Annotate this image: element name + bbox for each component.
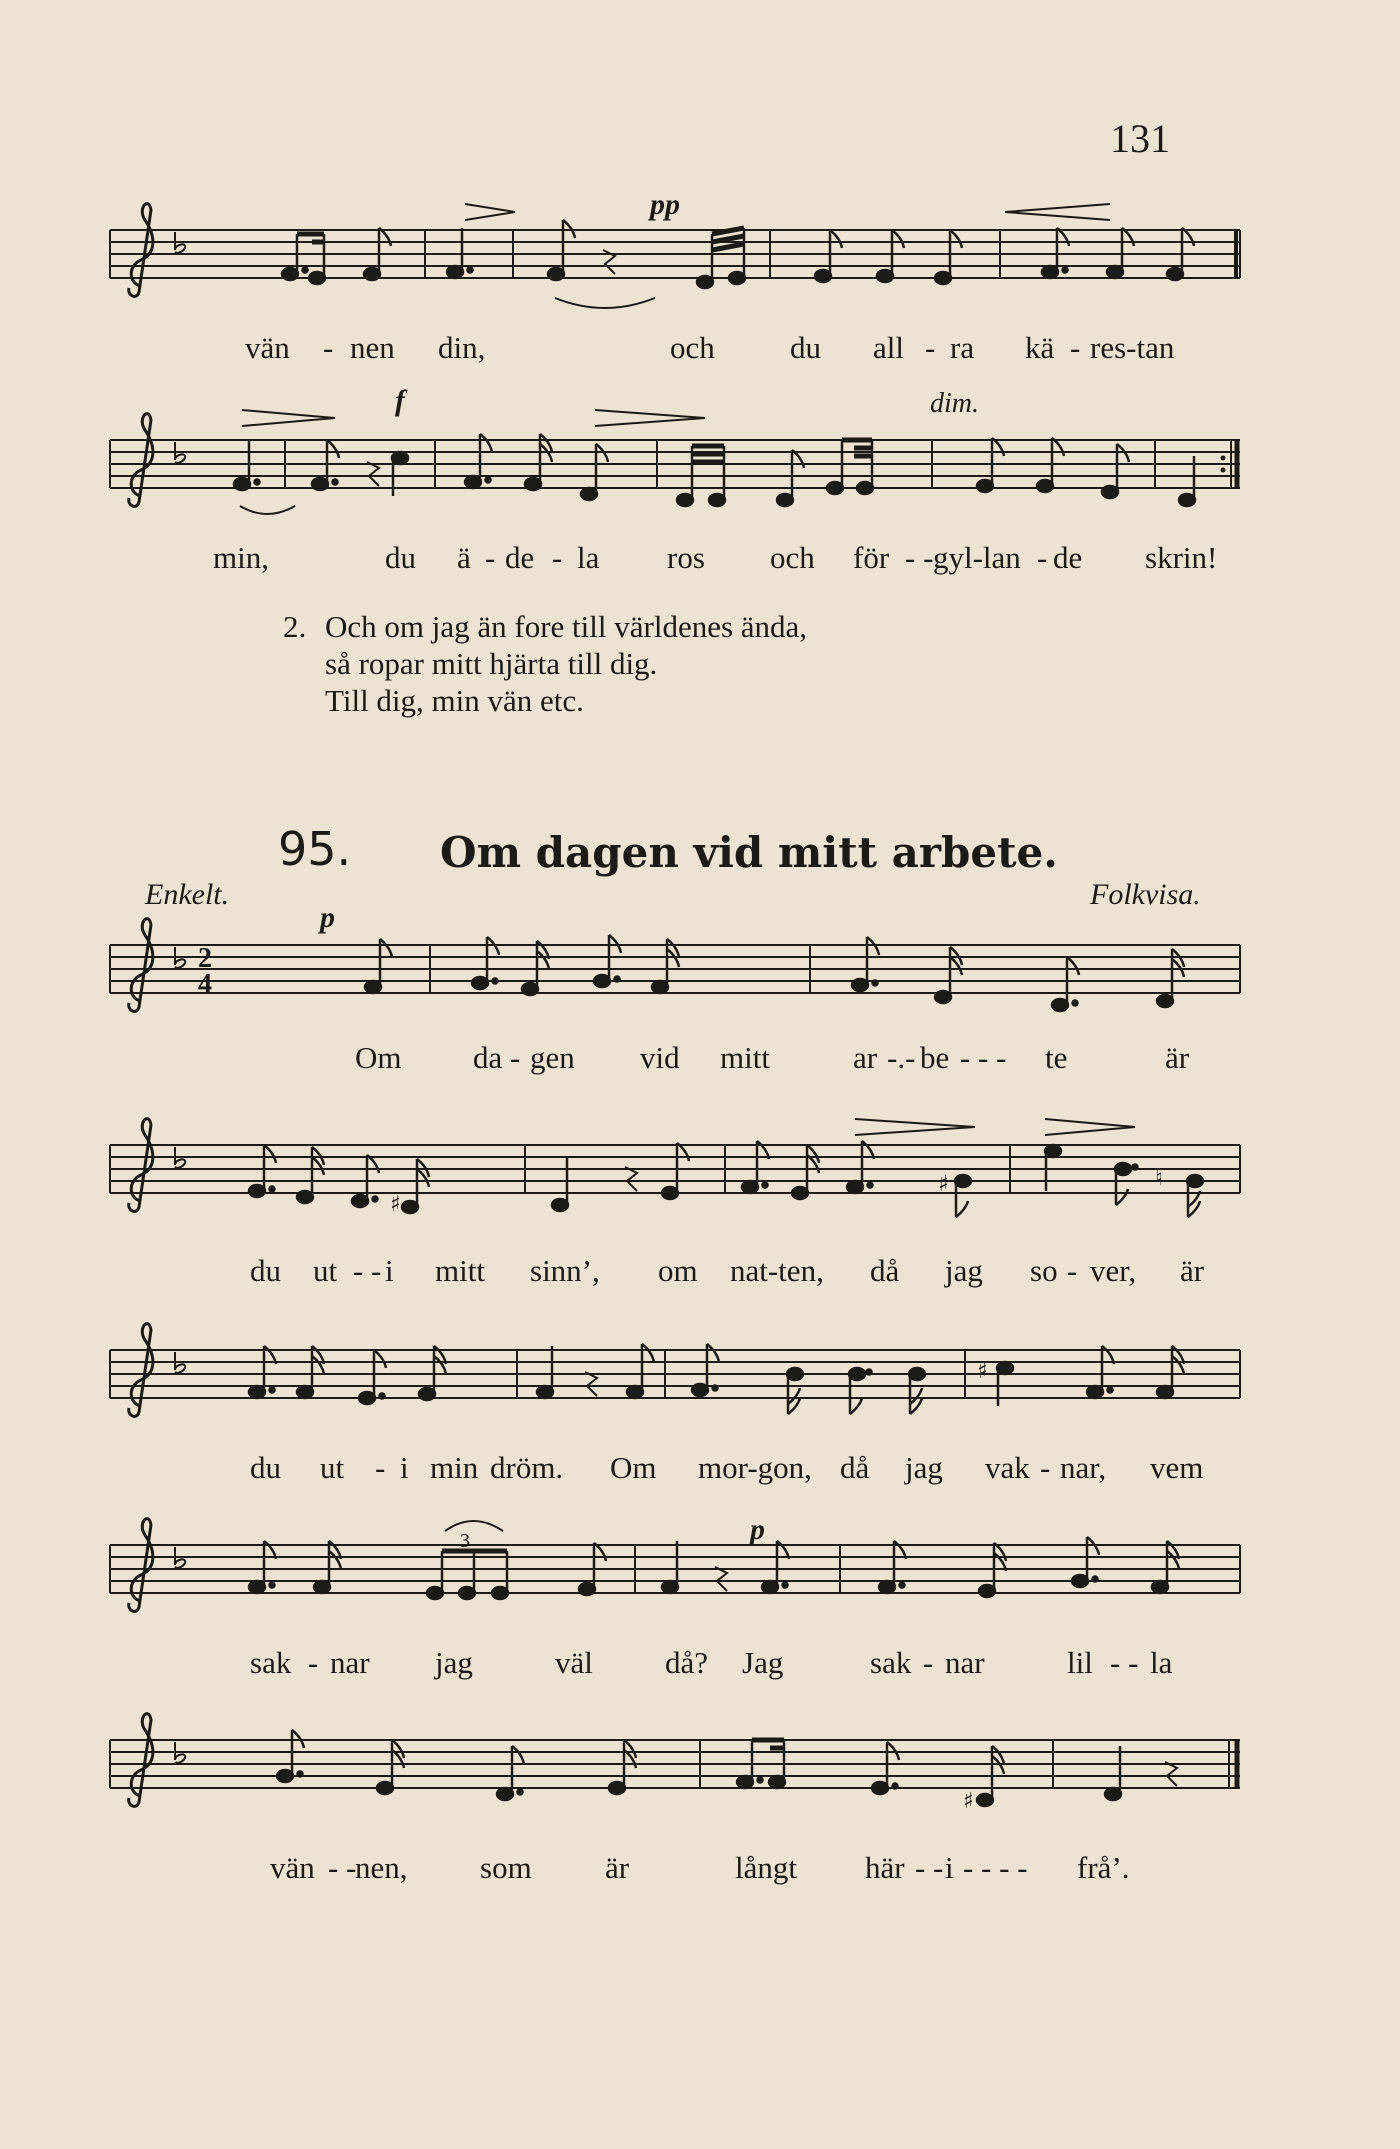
- slur-arc: [445, 1521, 503, 1531]
- verse-line: Till dig, min vän etc.: [325, 683, 584, 718]
- triplet-marker: 3: [460, 1530, 470, 1552]
- staff-system-5: [105, 1310, 1245, 1485]
- lyric-hyphen: -: [1070, 330, 1081, 365]
- lyric-hyphen: -: [923, 1645, 934, 1680]
- dynamic-p: p: [750, 1513, 765, 1546]
- lyric-syllable: sinn’,: [530, 1253, 600, 1288]
- treble-clef-icon: [129, 1714, 153, 1807]
- lyric-hyphen: - - -: [960, 1040, 1007, 1075]
- lyric-hyphen: - - - -: [963, 1850, 1028, 1885]
- lyric-syllable: nar,: [1060, 1450, 1107, 1485]
- rest-icon: [585, 1372, 597, 1396]
- lyric-syllable: res-tan: [1090, 330, 1175, 365]
- page-number: 131: [1110, 116, 1170, 161]
- staff-notation: [105, 1700, 1245, 1830]
- decrescendo-icon: [1045, 1119, 1135, 1135]
- lyric-syllable: din,: [438, 330, 486, 365]
- lyric-syllable: min: [430, 1450, 479, 1485]
- lyric-syllable: de: [505, 540, 535, 575]
- lyric-syllable: min,: [213, 540, 269, 575]
- lyric-syllable: be: [920, 1040, 950, 1075]
- treble-clef-icon: [129, 1519, 153, 1612]
- lyric-syllable: och: [770, 540, 815, 575]
- rest-icon: [367, 462, 379, 486]
- rest-icon: [1165, 1762, 1177, 1786]
- lyric-syllable: la: [1150, 1645, 1173, 1680]
- decrescendo-icon: [465, 204, 515, 220]
- staff-notation: [105, 905, 1245, 1025]
- lyric-syllable: jag: [945, 1253, 983, 1288]
- song-title: Om dagen vid mitt arbete.: [440, 828, 1058, 877]
- lyric-hyphen: - -: [915, 1850, 944, 1885]
- dynamic-dim: dim.: [930, 388, 979, 419]
- staff-system-7: [105, 1700, 1245, 1885]
- sharp-icon: ♯: [938, 1172, 949, 1197]
- lyric-syllable: som: [480, 1850, 532, 1885]
- lyric-syllable: sak: [870, 1645, 912, 1680]
- lyric-hyphen: - -: [328, 1850, 357, 1885]
- lyric-hyphen: -: [510, 1040, 521, 1075]
- lyric-syllable: mitt: [720, 1040, 770, 1075]
- lyric-syllable: vem: [1150, 1450, 1204, 1485]
- lyric-hyphen: -: [308, 1645, 319, 1680]
- lyric-hyphen: -: [1040, 1450, 1051, 1485]
- lyric-syllable: nar: [945, 1645, 985, 1680]
- verse-text: [283, 608, 808, 719]
- decrescendo-icon: [242, 410, 335, 426]
- lyric-syllable: om: [658, 1253, 698, 1288]
- lyric-syllable: du: [250, 1450, 281, 1485]
- lyric-syllable: nat-ten,: [730, 1253, 824, 1288]
- fermata-arc: [555, 298, 655, 308]
- verse-number: 2.: [283, 609, 307, 644]
- lyric-syllable: ä: [457, 540, 471, 575]
- rest-icon: [625, 1167, 637, 1191]
- lyric-hyphen: -: [1037, 540, 1048, 575]
- dynamic-pp: pp: [650, 188, 680, 221]
- lyrics-line: [105, 540, 1245, 580]
- treble-clef-icon: [129, 919, 153, 1012]
- tie-arc: [240, 506, 295, 514]
- staff-notation: [105, 1505, 1245, 1625]
- song-number: 95.: [278, 822, 352, 876]
- staff-system-1: [105, 190, 1245, 370]
- lyric-syllable: väl: [555, 1645, 593, 1680]
- lyric-syllable: vid: [640, 1040, 680, 1075]
- natural-icon: ♮: [1155, 1166, 1163, 1191]
- lyric-syllable: då: [870, 1253, 900, 1288]
- lyrics-line: [105, 1450, 1245, 1490]
- lyric-hyphen: -: [323, 330, 334, 365]
- lyric-hyphen: -: [375, 1450, 386, 1485]
- lyric-syllable: vän: [270, 1850, 315, 1885]
- lyric-syllable: vän: [245, 330, 290, 365]
- lyric-syllable: mor-gon,: [698, 1450, 812, 1485]
- crescendo-icon: [1005, 204, 1110, 220]
- lyric-syllable: skrin!: [1145, 540, 1218, 575]
- lyric-syllable: Jag: [742, 1645, 784, 1680]
- lyric-syllable: i: [400, 1450, 409, 1485]
- time-signature-bottom: 4: [198, 969, 212, 1000]
- lyric-syllable: nen,: [355, 1850, 408, 1885]
- lyric-hyphen: -: [552, 540, 563, 575]
- sharp-icon: ♯: [963, 1789, 974, 1814]
- lyric-syllable: da: [473, 1040, 503, 1075]
- treble-clef-icon: [129, 414, 153, 507]
- lyric-syllable: gen: [530, 1040, 575, 1075]
- decrescendo-icon: [595, 410, 705, 426]
- lyric-syllable: jag: [435, 1645, 473, 1680]
- lyrics-line: [105, 1040, 1245, 1080]
- lyric-syllable: mitt: [435, 1253, 485, 1288]
- staff-system-3: [105, 901, 1245, 1075]
- staff-notation: [105, 1105, 1245, 1225]
- staff-system-6: [105, 1505, 1245, 1680]
- sharp-icon: ♯: [977, 1359, 988, 1384]
- lyric-syllable: de: [1053, 540, 1083, 575]
- lyric-syllable: so: [1030, 1253, 1058, 1288]
- lyrics-line: [105, 330, 1245, 370]
- lyric-syllable: ut: [313, 1253, 338, 1288]
- treble-clef-icon: [129, 204, 153, 297]
- lyric-syllable: ra: [950, 330, 975, 365]
- lyric-syllable: långt: [735, 1850, 797, 1885]
- lyric-syllable: ar: [853, 1040, 878, 1075]
- lyric-syllable: Om: [355, 1040, 402, 1075]
- lyric-syllable: för: [853, 540, 890, 575]
- treble-clef-icon: [129, 1324, 153, 1417]
- verse-line: så ropar mitt hjärta till dig.: [325, 646, 658, 681]
- performance-marking: Enkelt.: [145, 878, 230, 911]
- lyric-hyphen: -.-: [887, 1040, 916, 1075]
- lyric-syllable: nen: [350, 330, 395, 365]
- lyric-syllable: här: [865, 1850, 905, 1885]
- lyric-hyphen: - -: [353, 1253, 382, 1288]
- dynamic-p: p: [320, 901, 335, 934]
- lyrics-line: [105, 1850, 1245, 1890]
- lyric-syllable: ver,: [1090, 1253, 1137, 1288]
- lyric-hyphen: - -: [1110, 1645, 1139, 1680]
- lyric-syllable: nar: [330, 1645, 370, 1680]
- song-source: Folkvisa.: [1090, 878, 1201, 911]
- lyric-hyphen: -: [1067, 1253, 1078, 1288]
- lyric-syllable: du: [250, 1253, 281, 1288]
- lyric-syllable: då: [840, 1450, 870, 1485]
- lyric-syllable: du: [385, 540, 416, 575]
- sharp-icon: ♯: [390, 1192, 401, 1217]
- time-signature-top: 2: [198, 943, 212, 974]
- lyric-syllable: ros: [667, 540, 705, 575]
- treble-clef-icon: [129, 1119, 153, 1212]
- staff-system-4: [105, 1105, 1245, 1288]
- lyrics-line: [105, 1253, 1245, 1293]
- lyric-syllable: sak: [250, 1645, 292, 1680]
- lyric-hyphen: -: [485, 540, 496, 575]
- lyric-syllable: och: [670, 330, 715, 365]
- lyric-syllable: frå’.: [1077, 1850, 1130, 1885]
- lyric-syllable: kä: [1025, 330, 1055, 365]
- lyric-syllable: la: [577, 540, 600, 575]
- staff-notation: [105, 400, 1245, 520]
- lyric-syllable: te: [1045, 1040, 1068, 1075]
- lyric-syllable: då?: [665, 1645, 709, 1680]
- lyrics-line: [105, 1645, 1245, 1685]
- lyric-syllable: är: [605, 1850, 630, 1885]
- dynamic-f: f: [395, 384, 405, 417]
- lyric-syllable: är: [1165, 1040, 1190, 1075]
- staff-notation: [105, 1310, 1245, 1430]
- lyric-hyphen: -: [925, 330, 936, 365]
- lyric-syllable: all: [873, 330, 904, 365]
- lyric-syllable: vak: [985, 1450, 1030, 1485]
- lyric-syllable: du: [790, 330, 821, 365]
- lyric-syllable: gyl-lan: [933, 540, 1021, 575]
- rest-icon: [715, 1567, 727, 1591]
- lyric-syllable: i: [945, 1850, 954, 1885]
- lyric-syllable: i: [385, 1253, 394, 1288]
- staff-system-2: [105, 384, 1245, 580]
- lyric-hyphen: - -: [905, 540, 934, 575]
- lyric-syllable: lil: [1067, 1645, 1093, 1680]
- lyric-syllable: är: [1180, 1253, 1205, 1288]
- decrescendo-icon: [855, 1119, 975, 1135]
- lyric-syllable: Om: [610, 1450, 657, 1485]
- lyric-syllable: dröm.: [490, 1450, 564, 1485]
- verse-line: Och om jag än fore till världenes ända,: [325, 609, 808, 644]
- lyric-syllable: ut: [320, 1450, 345, 1485]
- lyric-syllable: jag: [905, 1450, 943, 1485]
